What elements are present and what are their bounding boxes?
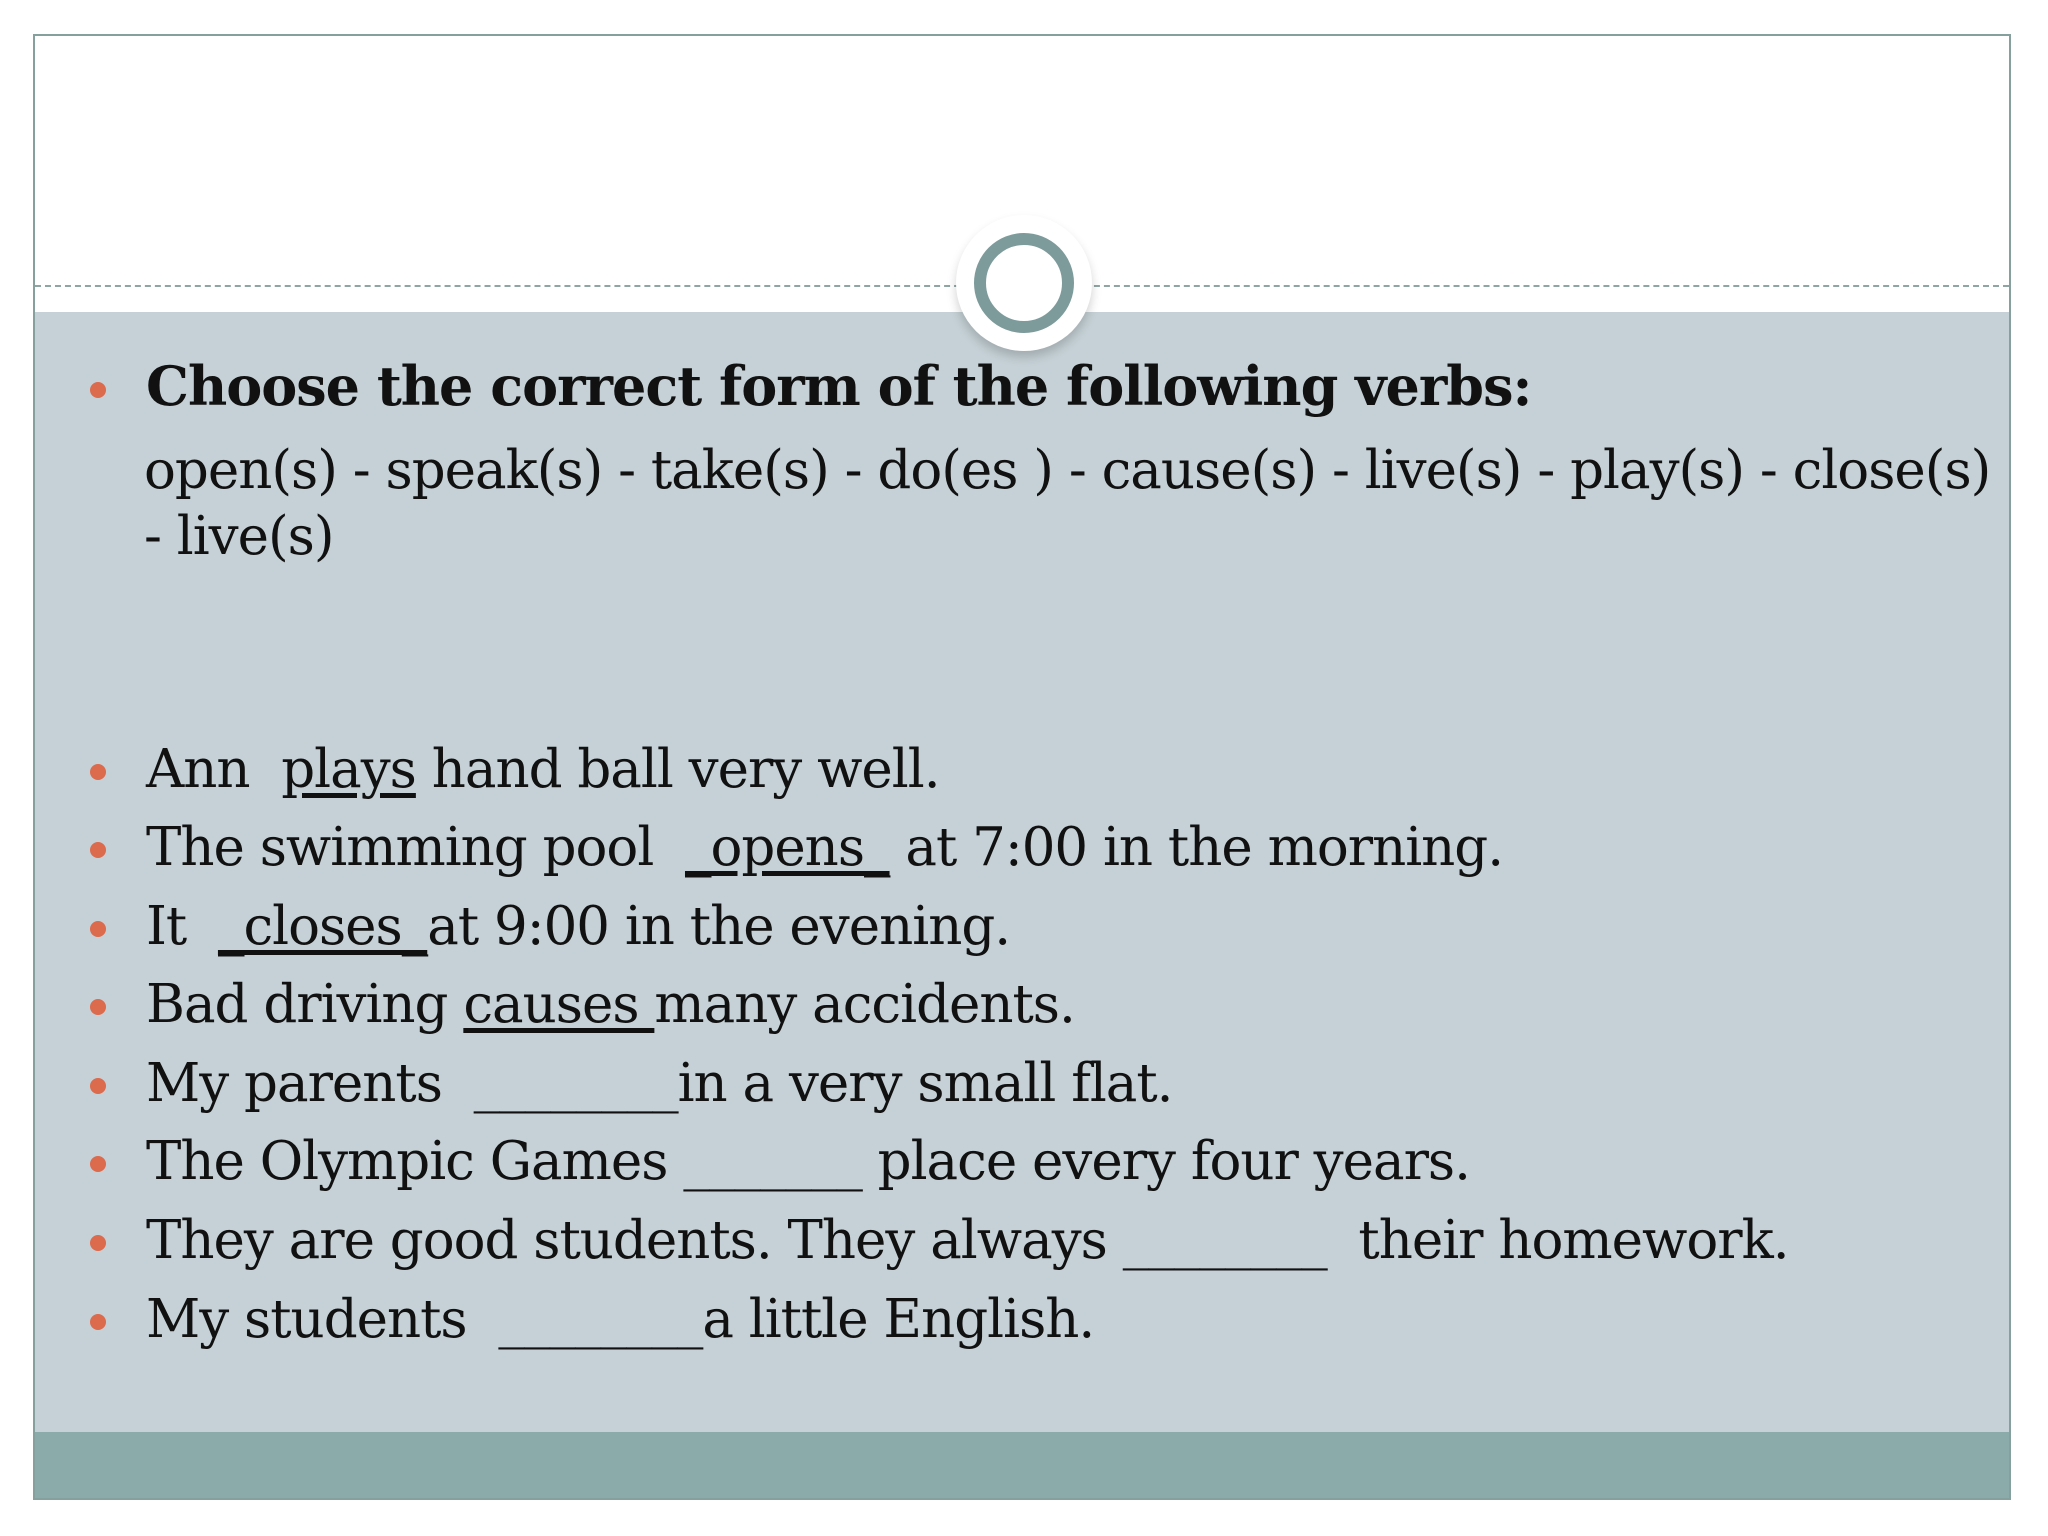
sentence-before: The Olympic Games <box>146 1131 684 1192</box>
sentence-after: many accidents. <box>654 974 1075 1035</box>
bullet-icon <box>90 842 106 858</box>
answer-blank: _closes_ <box>217 896 428 957</box>
sentence-after: in a very small flat. <box>677 1053 1173 1114</box>
sentence-before: My students <box>146 1289 499 1350</box>
sentence-after: a little English. <box>702 1289 1095 1350</box>
sentence-after: at 9:00 in the evening. <box>427 896 1011 957</box>
sentence-before: They are good students. They always <box>146 1210 1123 1271</box>
bullet-icon <box>90 1156 106 1172</box>
ring-ornament <box>956 215 1092 351</box>
answer-blank: ________ <box>498 1289 703 1350</box>
sentence-before: Bad driving <box>146 974 464 1035</box>
instruction-heading: Choose the correct form of the following verbs: <box>146 354 1532 418</box>
bullet-icon <box>90 1314 106 1330</box>
sentence-before: Ann <box>146 739 282 800</box>
sentence-after: at 7:00 in the morning. <box>889 817 1504 878</box>
bullet-icon <box>90 382 106 398</box>
sentence-after: their homework. <box>1326 1210 1789 1271</box>
footer-band <box>35 1432 2009 1498</box>
circle-icon <box>974 233 1074 333</box>
slide <box>33 34 2011 1500</box>
bullet-icon <box>90 921 106 937</box>
bullet-icon <box>90 764 106 780</box>
bullet-icon <box>90 1078 106 1094</box>
verb-list-line1: open(s) - speak(s) - take(s) - do(es ) - cause(s) - live(s) - play(s) - close(s) <box>144 440 1991 501</box>
answer-blank: _______ <box>683 1131 862 1192</box>
sentence-before: The swimming pool <box>146 817 685 878</box>
answer-blank: causes <box>463 974 655 1035</box>
bullet-icon <box>90 1235 106 1251</box>
answer-blank: ________ <box>1122 1210 1327 1271</box>
answer-blank: ________ <box>473 1053 678 1114</box>
sentence-after: place every four years. <box>861 1131 1470 1192</box>
sentence-after: hand ball very well. <box>415 739 940 800</box>
verb-list-line2: - live(s) <box>144 506 334 567</box>
bullet-icon <box>90 999 106 1015</box>
sentence-before: It <box>146 896 218 957</box>
sentence-before: My parents <box>146 1053 474 1114</box>
answer-blank: _opens_ <box>684 817 890 878</box>
answer-blank: plays <box>281 739 416 800</box>
